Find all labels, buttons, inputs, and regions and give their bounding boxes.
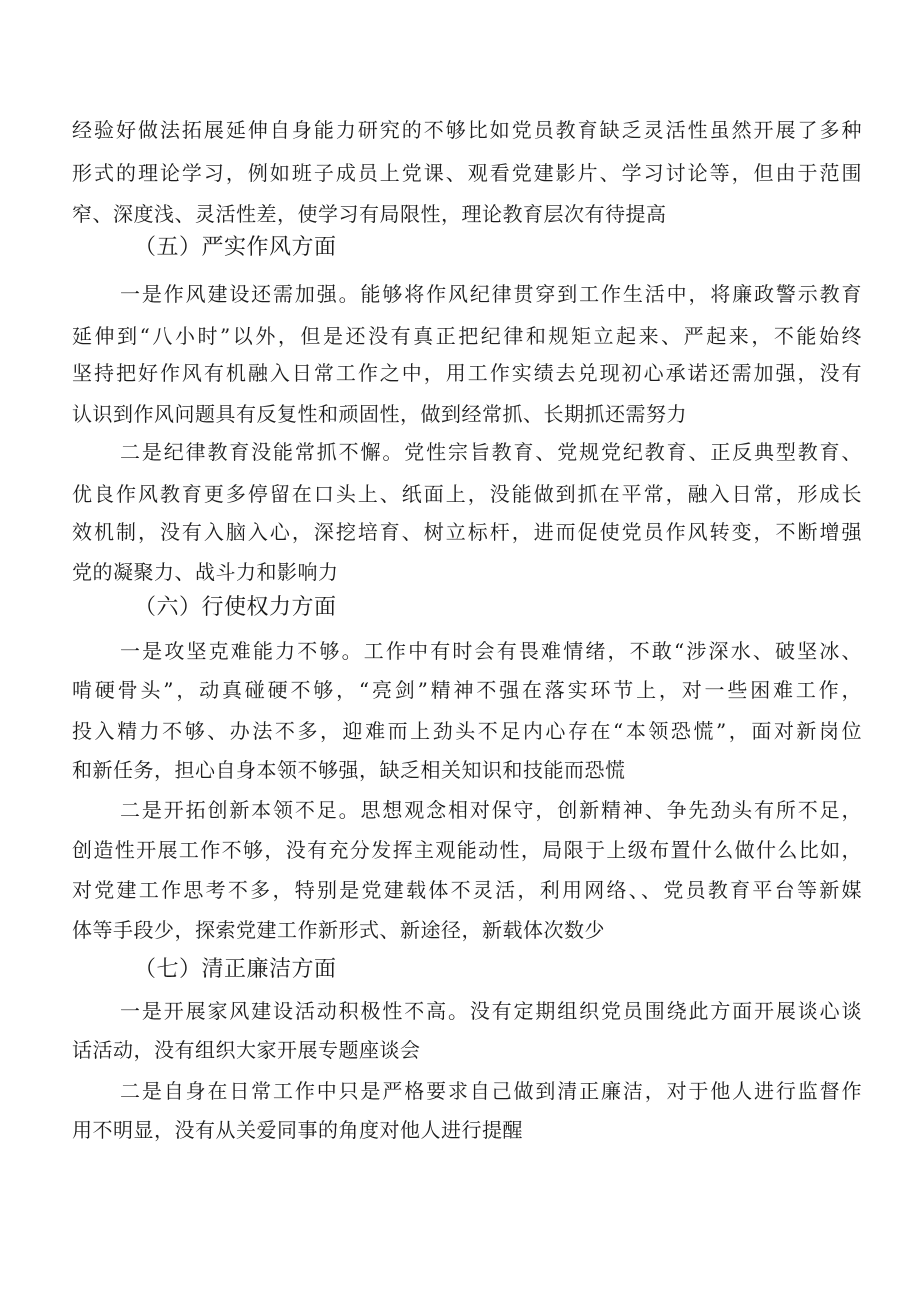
paragraph-line: 认识到作风问题具有反复性和顽固性，做到经常抓、长期抓还需努力 bbox=[72, 402, 687, 426]
paragraph-line: 一是攻坚克难能力不够。工作中有时会有畏难情绪，不敢“涉深水、破坚冰、 bbox=[120, 639, 862, 663]
paragraph-line: 话活动，没有组织大家开展专题座谈会 bbox=[72, 1038, 421, 1062]
paragraph-line: 延伸到“八小时”以外，但是还没有真正把纪律和规矩立起来、严起来，不能始终 bbox=[72, 324, 862, 348]
paragraph-line: 和新任务，担心自身本领不够强，缺乏相关知识和技能而恐慌 bbox=[72, 758, 626, 782]
paragraph-line: 窄、深度浅、灵活性差，使学习有局限性，理论教育层次有待提高 bbox=[72, 202, 667, 226]
paragraph-line: 投入精力不够、办法不多，迎难而上劲头不足内心存在“本领恐慌”，面对新岗位 bbox=[72, 719, 862, 743]
paragraph-line: 二是纪律教育没能常抓不懈。党性宗旨教育、党规党纪教育、正反典型教育、 bbox=[120, 440, 862, 464]
paragraph-line: 体等手段少，探索党建工作新形式、新途径，新载体次数少 bbox=[72, 918, 605, 942]
paragraph-line: 优良作风教育更多停留在口头上、纸面上，没能做到抓在平常，融入日常，形成长 bbox=[72, 482, 862, 506]
paragraph-line: 形式的理论学习，例如班子成员上党课、观看党建影片、学习讨论等，但由于范围 bbox=[72, 161, 862, 185]
paragraph-line: 二是开拓创新本领不足。思想观念相对保守，创新精神、争先劲头有所不足， bbox=[120, 798, 862, 822]
paragraph-line: 二是自身在日常工作中只是严格要求自己做到清正廉洁，对于他人进行监督作 bbox=[120, 1079, 862, 1103]
paragraph-line: 效机制，没有入脑入心，深挖培育、树立标杆，进而促使党员作风转变，不断增强 bbox=[72, 520, 862, 544]
section-heading: （六）行使权力方面 bbox=[134, 595, 337, 620]
paragraph-line: 一是作风建设还需加强。能够将作风纪律贯穿到工作生活中，将廉政警示教育 bbox=[120, 282, 862, 306]
paragraph-line: 对党建工作思考不多，特别是党建载体不灵活，利用网络、、党员教育平台等新媒 bbox=[72, 878, 862, 902]
paragraph-line: 党的凝聚力、战斗力和影响力 bbox=[72, 560, 339, 584]
section-heading: （五）严实作风方面 bbox=[134, 235, 337, 260]
paragraph-line: 啃硬骨头”，动真碰硬不够，“亮剑”精神不强在落实环节上，对一些困难工作， bbox=[72, 678, 862, 702]
paragraph-line: 经验好做法拓展延伸自身能力研究的不够比如党员教育缺乏灵活性虽然开展了多种 bbox=[72, 118, 862, 142]
section-heading: （七）清正廉洁方面 bbox=[134, 957, 337, 982]
paragraph-line: 创造性开展工作不够，没有充分发挥主观能动性，局限于上级布置什么做什么比如， bbox=[72, 838, 862, 862]
paragraph-line: 用不明显，没有从关爱同事的角度对他人进行提醒 bbox=[72, 1118, 523, 1142]
paragraph-line: 坚持把好作风有机融入日常工作之中，用工作实绩去兑现初心承诺还需加强，没有 bbox=[72, 361, 862, 385]
paragraph-line: 一是开展家风建设活动积极性不高。没有定期组织党员围绕此方面开展谈心谈 bbox=[120, 999, 862, 1023]
